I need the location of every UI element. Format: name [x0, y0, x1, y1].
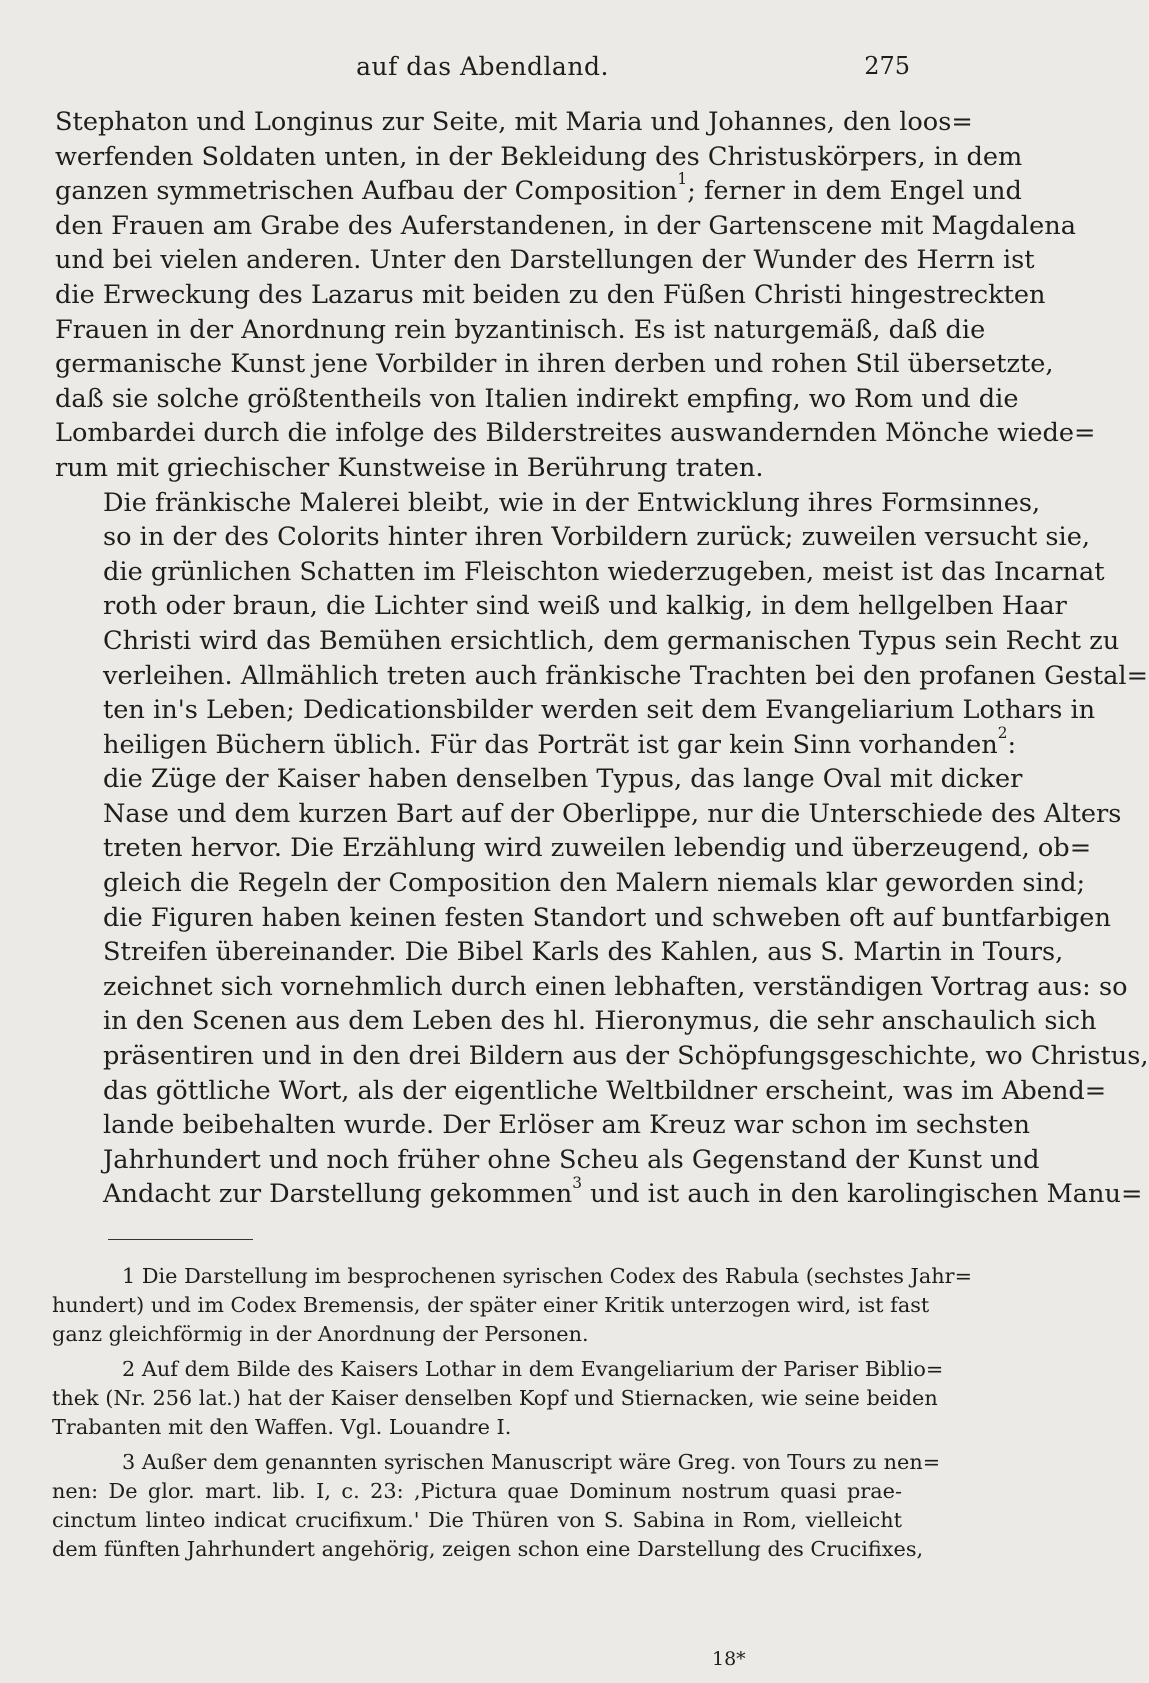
footnote-line: Trabanten mit den Waffen. Vgl. Louandre I.	[52, 1415, 512, 1439]
text-line: in den Scenen aus dem Leben des hl. Hieronymus, die sehr anschaulich sich	[103, 1006, 1097, 1037]
text-line: verleihen. Allmählich treten auch fränkische Trachten bei den profanen Gestal=	[103, 660, 1149, 691]
text-line: Stephaton und Longinus zur Seite, mit Maria und Johannes, den loos=	[55, 107, 973, 137]
text-line: die Figuren haben keinen festen Standort und schweben oft auf buntfarbigen	[103, 902, 1111, 933]
text-line: heiligen Büchern üblich. Für das Porträt ist gar kein Sinn vorhanden$^2$:	[103, 723, 1017, 760]
text-line: daß sie solche größtentheils von Italien indirekt empfing, wo Rom und die	[55, 383, 1019, 414]
footnote-line: nen: De glor. mart. lib. I, c. 23: ,Pictura quae Dominum nostrum quasi prae-	[52, 1479, 902, 1503]
footnote-line: 3 Außer dem genannten syrischen Manuscript wäre Greg. von Tours zu nen=	[122, 1450, 941, 1474]
paragraph-1	[55, 105, 1096, 486]
footnote-ref-3[interactable]: 3	[572, 1173, 583, 1192]
footnote-line: hundert) und im Codex Bremensis, der später einer Kritik unterzogen wird, ist fast	[52, 1293, 930, 1317]
text-line: werfenden Soldaten unten, in der Bekleidung des Christuskörpers, in dem	[55, 141, 1023, 172]
body-text	[55, 105, 1149, 1212]
footnote-2	[52, 1355, 944, 1442]
text-line: die grünlichen Schatten im Fleischton wiederzugeben, meist ist das Incarnat	[103, 556, 1105, 587]
page-number: 275	[864, 52, 910, 80]
text-line: Jahrhundert und noch früher ohne Scheu als Gegenstand der Kunst und	[103, 1144, 1040, 1175]
footnote-line: thek (Nr. 256 lat.) hat der Kaiser denselben Kopf und Stiernacken, wie seine beiden	[52, 1386, 938, 1410]
running-title: auf das Abendland.	[356, 52, 609, 81]
text-line: ten in's Leben; Dedicationsbilder werden seit dem Evangeliarium Lothars in	[103, 695, 1096, 726]
footnote-line: ganz gleichförmig in der Anordnung der Personen.	[52, 1322, 589, 1346]
text-line: ganzen symmetrischen Aufbau der Composition$^1$; ferner in dem Engel und	[55, 170, 1022, 207]
text-line: die Züge der Kaiser haben denselben Typus, das lange Oval mit dicker	[103, 764, 1023, 795]
text-line: und bei vielen anderen. Unter den Darstellungen der Wunder des Herrn ist	[55, 245, 1035, 276]
text-line: den Frauen am Grabe des Auferstandenen, in der Gartenscene mit Magdalena	[55, 210, 1076, 241]
footnote-ref-2[interactable]: 2	[997, 723, 1008, 742]
footnote-1	[52, 1262, 973, 1349]
text-line: roth oder braun, die Lichter sind weiß und kalkig, in dem hellgelben Haar	[103, 591, 1067, 622]
text-line: rum mit griechischer Kunstweise in Berührung traten.	[55, 452, 764, 483]
text-line: zeichnet sich vornehmlich durch einen lebhaften, verständigen Vortrag aus: so	[103, 971, 1128, 1002]
footnote-line: 2 Auf dem Bilde des Kaisers Lothar in dem Evangeliarium der Pariser Biblio=	[122, 1357, 944, 1381]
text-line: Andacht zur Darstellung gekommen$^3$ und ist auch in den karolingischen Manu=	[103, 1173, 1143, 1210]
text-line: das göttliche Wort, als der eigentliche Weltbildner erscheint, was im Abend=	[103, 1075, 1107, 1106]
footnote-3	[52, 1448, 941, 1564]
printer-signature: 18*	[712, 1648, 746, 1670]
footnotes	[52, 1262, 973, 1570]
footnote-ref-1[interactable]: 1	[677, 170, 688, 189]
text-line: die Erweckung des Lazarus mit beiden zu den Füßen Christi hingestreckten	[55, 279, 1046, 310]
text-line: gleich die Regeln der Composition den Malern niemals klar geworden sind;	[103, 868, 1086, 899]
text-line: lande beibehalten wurde. Der Erlöser am Kreuz war schon im sechsten	[103, 1110, 1030, 1141]
text-line: so in der des Colorits hinter ihren Vorbildern zurück; zuweilen versucht sie,	[103, 522, 1091, 553]
running-head	[55, 52, 910, 86]
text-line: germanische Kunst jene Vorbilder in ihren derben und rohen Stil übersetzte,	[55, 349, 1054, 380]
text-line: treten hervor. Die Erzählung wird zuweilen lebendig und überzeugend, ob=	[103, 833, 1092, 864]
text-line: Lombardei durch die infolge des Bilderstreites auswandernden Mönche wiede=	[55, 418, 1096, 449]
paragraph-2	[55, 486, 1149, 1212]
footnote-line: 1 Die Darstellung im besprochenen syrischen Codex des Rabula (sechstes Jahr=	[122, 1264, 973, 1288]
footnote-divider	[108, 1239, 253, 1240]
text-line: Christi wird das Bemühen ersichtlich, dem germanischen Typus sein Recht zu	[103, 625, 1120, 656]
text-line: präsentiren und in den drei Bildern aus der Schöpfungsgeschichte, wo Christus,	[103, 1041, 1149, 1072]
text-line: Frauen in der Anordnung rein byzantinisch. Es ist naturgemäß, daß die	[55, 314, 986, 345]
text-line: Nase und dem kurzen Bart auf der Oberlippe, nur die Unterschiede des Alters	[103, 798, 1122, 829]
text-line: Die fränkische Malerei bleibt, wie in der Entwicklung ihres Formsinnes,	[103, 487, 1041, 518]
text-line: Streifen übereinander. Die Bibel Karls des Kahlen, aus S. Martin in Tours,	[103, 937, 1064, 968]
footnote-line: dem fünften Jahrhundert angehörig, zeigen schon eine Darstellung des Crucifixes,	[52, 1537, 924, 1561]
footnote-line: cinctum linteo indicat crucifixum.' Die Thüren von S. Sabina in Rom, vielleicht	[52, 1508, 902, 1532]
